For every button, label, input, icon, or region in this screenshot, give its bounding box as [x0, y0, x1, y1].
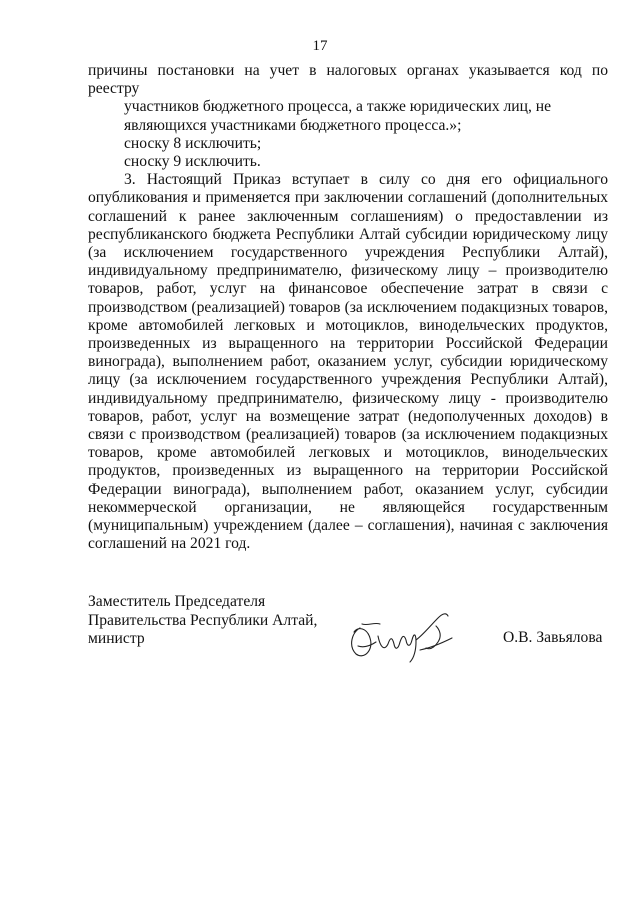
signatory-title-line-2: Правительства Республики Алтай, [88, 611, 318, 629]
footnote-9-line: сноску 9 исключить. [124, 153, 261, 171]
signatory-title-block [88, 593, 328, 649]
paragraph-3: 3. Настоящий Приказ вступает в силу со дня его официального опубликования и применяется при заключении соглашений (дополнительных соглашений к ранее заключенным соглашениям) о предоставлении из республиканского бюджета Республики Алтай субсидии юридическому лицу (за исключением государственного учреждения Республики Алтай), индивидуальному предпринимателю, физическому лицу – производителю товаров, работ, услуг на финансовое обеспечение затрат в связи с производством (реализацией) товаров (за исключением подакцизных товаров, кроме автомобилей легковых и мотоциклов, винодельческих продуктов, произведенных из выращенного на территории Российской Федерации винограда), выполнением работ, оказанием услуг, субсидии юридическому лицу (за исключением государственного учреждения Республики Алтай), индивидуальному предпринимателю, физическому лицу - производителю товаров, работ, услуг на возмещение затрат (недополученных доходов) в связи с производством (реализацией) товаров (за исключением подакцизных товаров, кроме автомобилей легковых и мотоциклов, винодельческих продуктов, произведенных из выращенного на территории Российской Федерации винограда), выполнением работ, оказанием услуг, субсидии некоммерческой организации, не являющейся государственным (муниципальным) учреждением (далее – соглашения), начиная с заключения соглашений на 2021 год. [88, 171, 608, 553]
paragraph-1-continuation: участников бюджетного процесса, а также юридических лиц, не являющихся участниками бюджетного процесса.»; [124, 98, 552, 134]
handwritten-signature [340, 606, 470, 666]
signer-name: О.В. Завьялова [503, 629, 603, 646]
page-number: 17 [312, 38, 328, 54]
paragraph-1-first-line: причины постановки на учет в налоговых органах указывается код по реестру [88, 62, 608, 98]
footnote-8-line: сноску 8 исключить; [124, 134, 262, 152]
signatory-title-line-1: Заместитель Председателя [88, 593, 266, 610]
signatory-title-line-3: министр [88, 630, 145, 647]
document-body [88, 62, 608, 553]
